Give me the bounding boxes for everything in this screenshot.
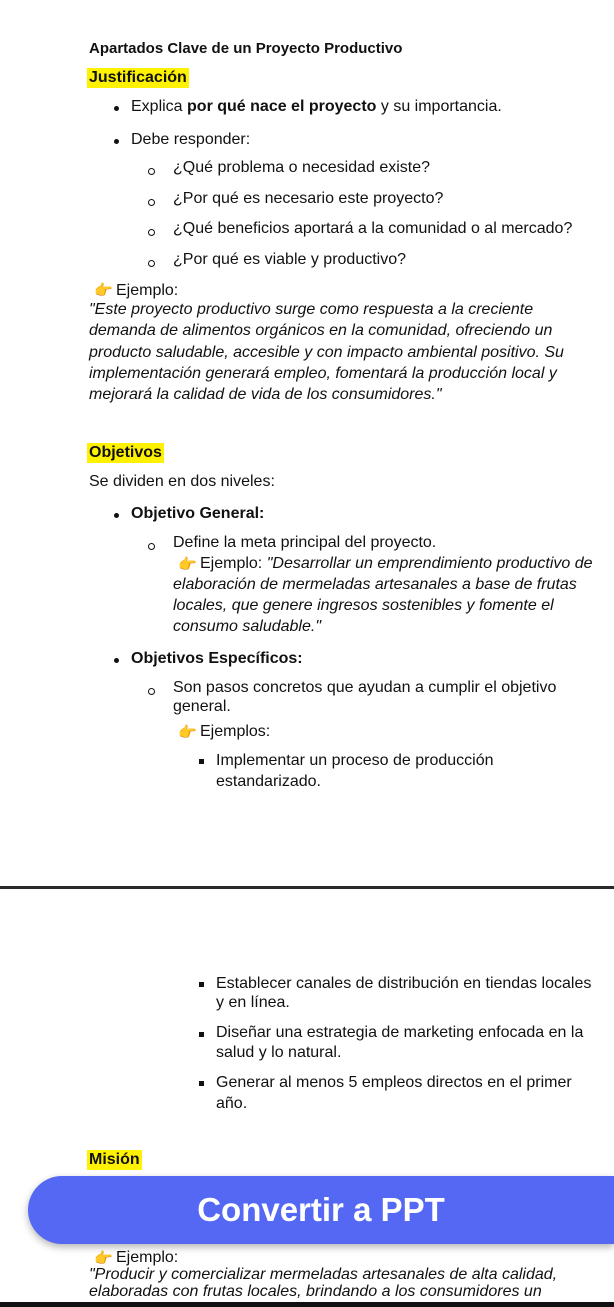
circle-bullet	[148, 688, 155, 695]
example-label: Ejemplo:	[116, 282, 179, 299]
square-bullet	[199, 1081, 204, 1086]
list-item: Establecer canales de distribución en tiendas locales	[216, 975, 592, 992]
square-bullet	[199, 982, 204, 987]
intro-text: Se dividen en dos niveles:	[89, 473, 275, 490]
bullet	[114, 106, 119, 111]
list-item: Son pasos concretos que ayudan a cumplir el objetivo	[173, 679, 557, 696]
section-heading-mision: Misión	[89, 1151, 140, 1168]
list-item: ¿Qué beneficios aportará a la comunidad o al mercado?	[173, 220, 573, 237]
square-bullet	[199, 1032, 204, 1037]
circle-bullet	[148, 168, 155, 175]
example-label: Ejemplos:	[200, 723, 271, 740]
example-text: elaboradas con frutas locales, brindando a los consumidores un	[89, 1283, 542, 1300]
bullet	[114, 513, 119, 518]
example-text: elaboración de mermeladas artesanales a base de frutas	[173, 576, 577, 593]
pointing-hand-icon: 👉	[178, 724, 197, 741]
text: Explica	[131, 98, 188, 115]
list-item: ¿Qué problema o necesidad existe?	[173, 159, 431, 176]
example-label: Ejemplo:	[116, 1249, 179, 1266]
list-item: salud y lo natural.	[216, 1044, 342, 1061]
bullet	[114, 658, 119, 663]
example-label: Ejemplo:	[200, 555, 267, 572]
list-item: ¿Por qué es viable y productivo?	[173, 251, 407, 268]
example-text: implementación generará empleo, fomentará la producción local y	[89, 365, 557, 382]
list-item: Diseñar una estrategia de marketing enfocada en la	[216, 1024, 584, 1041]
example-text: "Desarrollar un emprendimiento productivo de	[266, 555, 593, 572]
pointing-hand-icon: 👉	[94, 282, 113, 299]
section-heading-justificacion: Justificación	[89, 69, 187, 86]
bottom-bar	[0, 1302, 614, 1307]
example-text: "Producir y comercializar mermeladas artesanales de alta calidad,	[89, 1266, 558, 1283]
text: y su importancia.	[376, 98, 502, 115]
list-item: Debe responder:	[131, 131, 251, 148]
example-text: "Este proyecto productivo surge como respuesta a la creciente	[89, 301, 534, 318]
list-item	[131, 97, 502, 117]
list-item: ¿Por qué es necesario este proyecto?	[173, 190, 444, 207]
example-text: consumo saludable."	[173, 618, 321, 635]
list-item: estandarizado.	[216, 773, 321, 790]
circle-bullet	[148, 543, 155, 550]
list-item: Objetivos Específicos:	[131, 650, 303, 667]
list-item: Objetivo General:	[131, 505, 265, 522]
list-item: Generar al menos 5 empleos directos en el primer	[216, 1074, 572, 1091]
example-line	[200, 554, 593, 574]
convert-to-ppt-button[interactable]: Convertir a PPT	[28, 1176, 614, 1244]
list-item: año.	[216, 1095, 248, 1112]
example-text: producto saludable, accesible y con impacto ambiental positivo. Su	[89, 344, 564, 361]
bullet	[114, 139, 119, 144]
list-item: y en línea.	[216, 994, 290, 1011]
list-item: Define la meta principal del proyecto.	[173, 534, 437, 551]
example-text: demanda de alimentos orgánicos en la comunidad, ofreciendo un	[89, 322, 553, 339]
pointing-hand-icon: 👉	[94, 1250, 113, 1267]
page-break-divider	[0, 886, 614, 889]
page-title: Apartados Clave de un Proyecto Productivo	[89, 40, 403, 57]
bold-text: por qué nace el proyecto	[187, 98, 377, 115]
list-item: Implementar un proceso de producción	[216, 752, 494, 769]
circle-bullet	[148, 229, 155, 236]
circle-bullet	[148, 260, 155, 267]
list-item: general.	[173, 698, 231, 715]
section-heading-objetivos: Objetivos	[89, 444, 162, 461]
example-text: mejorará la calidad de vida de los consumidores."	[89, 386, 442, 403]
example-text: locales, que genere ingresos sostenibles y fomente el	[173, 597, 554, 614]
square-bullet	[199, 759, 204, 764]
pointing-hand-icon: 👉	[178, 556, 197, 573]
circle-bullet	[148, 199, 155, 206]
